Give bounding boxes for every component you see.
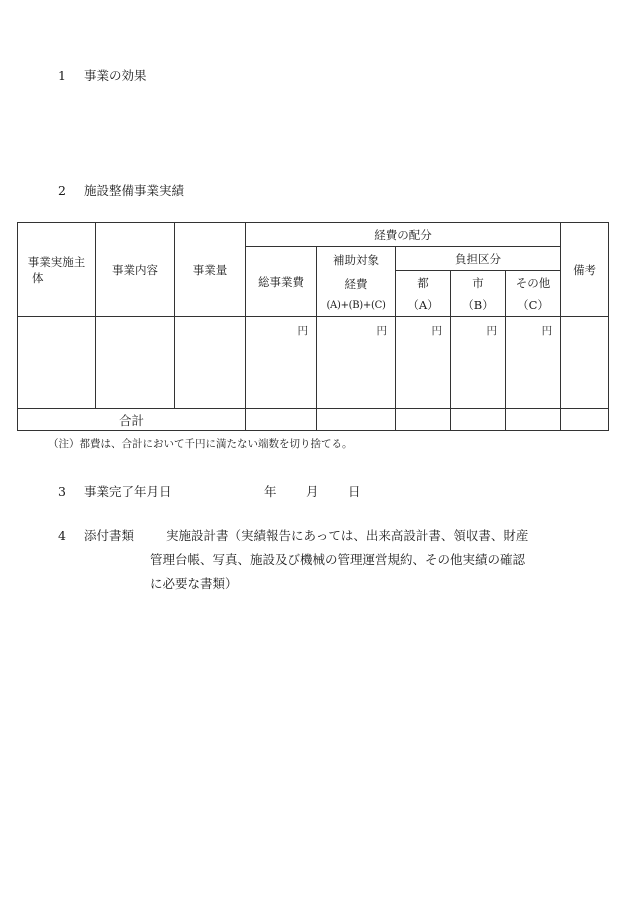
cell-total-yen: 円 (246, 317, 317, 409)
header-pref (396, 271, 451, 317)
cell-subsidy-yen: 円 (317, 317, 396, 409)
total-remarks-cell (561, 409, 609, 431)
completion-day-label: 日 (348, 484, 361, 499)
cell-pref-yen: 円 (396, 317, 451, 409)
section-3-number: 3 (58, 484, 66, 499)
total-label: 合計 (18, 409, 246, 431)
completion-year-label: 年 (264, 484, 277, 499)
table-total-row (18, 409, 609, 431)
header-entity (18, 223, 96, 317)
total-cost-cell (246, 409, 317, 431)
section-1-number: 1 (58, 68, 66, 83)
cell-city-yen: 円 (451, 317, 506, 409)
attachments-line-2: 管理台帳、写真、施設及び機械の管理運営規約、その他実績の確認 (150, 552, 526, 567)
total-subsidy-cell (317, 409, 396, 431)
header-pref-label: 都 (417, 275, 429, 290)
header-subsidy-line1: 補助対象 (333, 253, 379, 267)
header-subsidy (317, 247, 396, 317)
header-amount: 事業量 (175, 223, 246, 317)
header-pref-code: （A） (407, 297, 439, 312)
cell-content (96, 317, 175, 409)
header-subsidy-formula: (A)+(B)+(C) (326, 300, 386, 311)
section-4-title: 添付書類 (84, 528, 135, 543)
section-4-heading (58, 526, 134, 544)
header-other (506, 271, 561, 317)
completion-month-label: 月 (306, 484, 319, 499)
header-total-cost: 総事業費 (246, 247, 317, 317)
section-4-number: 4 (58, 528, 66, 543)
section-2-heading (58, 181, 184, 199)
total-pref-cell (396, 409, 451, 431)
header-entity-line2: 体 (32, 270, 44, 285)
section-3-heading (58, 482, 172, 500)
header-content: 事業内容 (96, 223, 175, 317)
header-other-code: （C） (517, 297, 549, 312)
section-3-title: 事業完了年月日 (84, 484, 172, 499)
header-city (451, 271, 506, 317)
header-subsidy-line2: 経費 (344, 277, 368, 291)
section-2-number: 2 (58, 183, 66, 198)
attachments-line-1: 実施設計書（実績報告にあっては、出来高設計書、領収書、財産 (166, 528, 529, 543)
table-row (18, 317, 609, 409)
facility-results-table (17, 222, 609, 431)
total-city-cell (451, 409, 506, 431)
section-1-heading (58, 66, 147, 84)
table-note: （注）都費は、合計において千円に満たない端数を切り捨てる。 (48, 438, 353, 450)
header-entity-line1: 事業実施主 (27, 254, 86, 269)
section-2-title: 施設整備事業実績 (84, 183, 185, 198)
header-city-label: 市 (472, 275, 484, 290)
header-remarks: 備考 (561, 223, 609, 317)
cell-entity (18, 317, 96, 409)
cell-other-yen: 円 (506, 317, 561, 409)
header-burden: 負担区分 (396, 247, 561, 271)
cell-remarks (561, 317, 609, 409)
total-other-cell (506, 409, 561, 431)
header-city-code: （B） (462, 297, 494, 312)
cell-amount (175, 317, 246, 409)
header-cost-allocation: 経費の配分 (246, 223, 561, 247)
section-1-title: 事業の効果 (84, 68, 147, 83)
header-other-label: その他 (515, 275, 551, 290)
attachments-line-3: に必要な書類） (150, 576, 238, 591)
